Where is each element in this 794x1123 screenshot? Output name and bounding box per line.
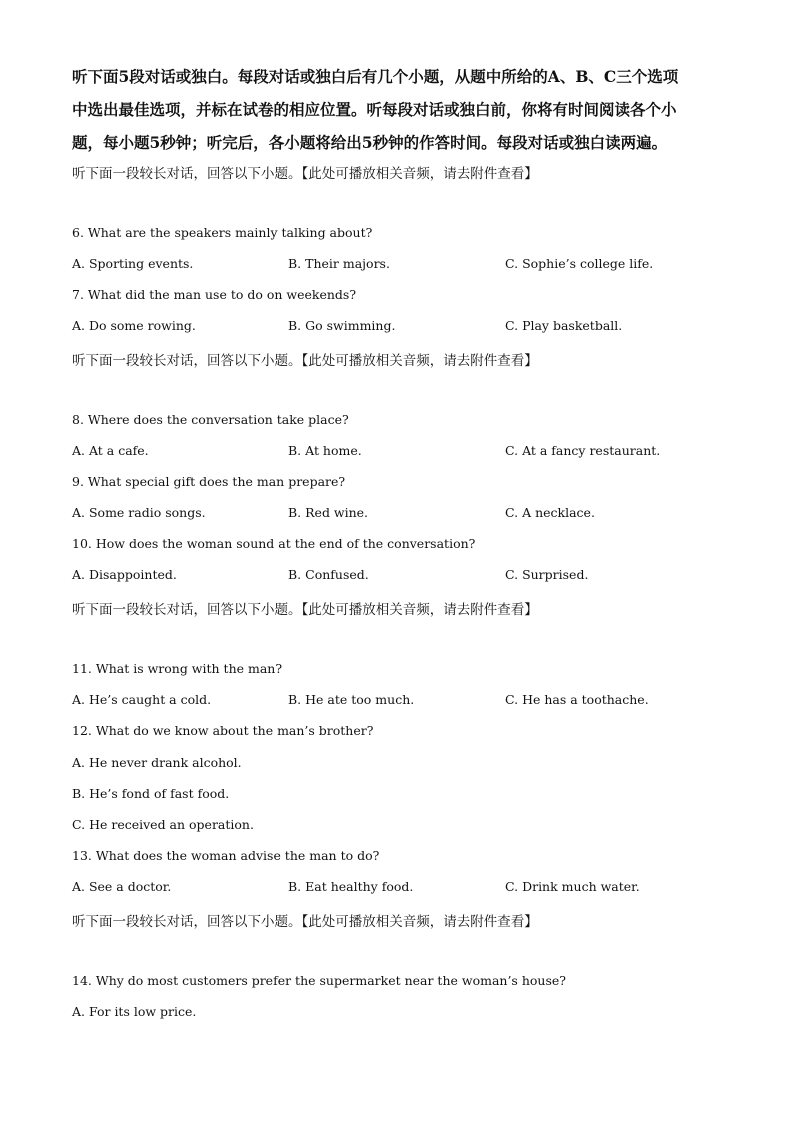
q13-option-c: C. Drink much water.	[505, 879, 640, 894]
q11-option-c: C. He has a toothache.	[505, 692, 649, 707]
question-10: 10. How does the woman sound at the end of the conversation?	[72, 536, 476, 551]
q6-option-a: A. Sporting events.	[72, 256, 194, 271]
section-note-4: 听下面一段较长对话，回答以下小题。【此处可播放相关音频，请去附件查看】	[72, 914, 538, 930]
q9-option-c: C. A necklace.	[505, 505, 595, 520]
question-13: 13. What does the woman advise the man to do?	[72, 848, 380, 863]
q10-option-a: A. Disappointed.	[72, 567, 177, 582]
q10-option-b: B. Confused.	[288, 567, 369, 582]
q13-option-b: B. Eat healthy food.	[288, 879, 414, 894]
q7-option-a: A. Do some rowing.	[72, 318, 196, 333]
question-14: 14. Why do most customers prefer the supermarket near the woman’s house?	[72, 973, 566, 988]
instruction-line-2: 中选出最佳选项，并标在试卷的相应位置。听每段对话或独白前，你将有时间阅读各个小	[72, 100, 677, 119]
q8-option-c: C. At a fancy restaurant.	[505, 443, 661, 458]
question-12: 12. What do we know about the man’s brother?	[72, 723, 374, 738]
q8-option-a: A. At a cafe.	[72, 443, 149, 458]
instruction-line-3: 题，每小题5秒钟；听完后，各小题将给出5秒钟的作答时间。每段对话或独白读两遍。	[72, 133, 668, 152]
question-6: 6. What are the speakers mainly talking about?	[72, 225, 373, 240]
q7-option-b: B. Go swimming.	[288, 318, 396, 333]
q14-option-a: A. For its low price.	[72, 1004, 197, 1019]
instruction-line-1: 听下面5段对话或独白。每段对话或独白后有几个小题，从题中所给的A、B、C三个选项	[72, 67, 679, 86]
q11-option-a: A. He’s caught a cold.	[72, 692, 212, 707]
q9-option-b: B. Red wine.	[288, 505, 369, 520]
q13-option-a: A. See a doctor.	[72, 879, 172, 894]
q6-option-c: C. Sophie’s college life.	[505, 256, 654, 271]
q12-option-b: B. He’s fond of fast food.	[72, 786, 230, 801]
q9-option-a: A. Some radio songs.	[72, 505, 206, 520]
q12-option-c: C. He received an operation.	[72, 817, 254, 832]
q10-option-c: C. Surprised.	[505, 567, 589, 582]
q12-option-a: A. He never drank alcohol.	[72, 755, 242, 770]
section-note-3: 听下面一段较长对话，回答以下小题。【此处可播放相关音频，请去附件查看】	[72, 602, 538, 618]
section-note-1: 听下面一段较长对话，回答以下小题。【此处可播放相关音频，请去附件查看】	[72, 166, 538, 182]
q6-option-b: B. Their majors.	[288, 256, 390, 271]
question-8: 8. Where does the conversation take place?	[72, 412, 349, 427]
question-11: 11. What is wrong with the man?	[72, 661, 283, 676]
q8-option-b: B. At home.	[288, 443, 362, 458]
q7-option-c: C. Play basketball.	[505, 318, 623, 333]
question-7: 7. What did the man use to do on weekends?	[72, 287, 357, 302]
q11-option-b: B. He ate too much.	[288, 692, 415, 707]
question-9: 9. What special gift does the man prepare?	[72, 474, 346, 489]
section-note-2: 听下面一段较长对话，回答以下小题。【此处可播放相关音频，请去附件查看】	[72, 353, 538, 369]
